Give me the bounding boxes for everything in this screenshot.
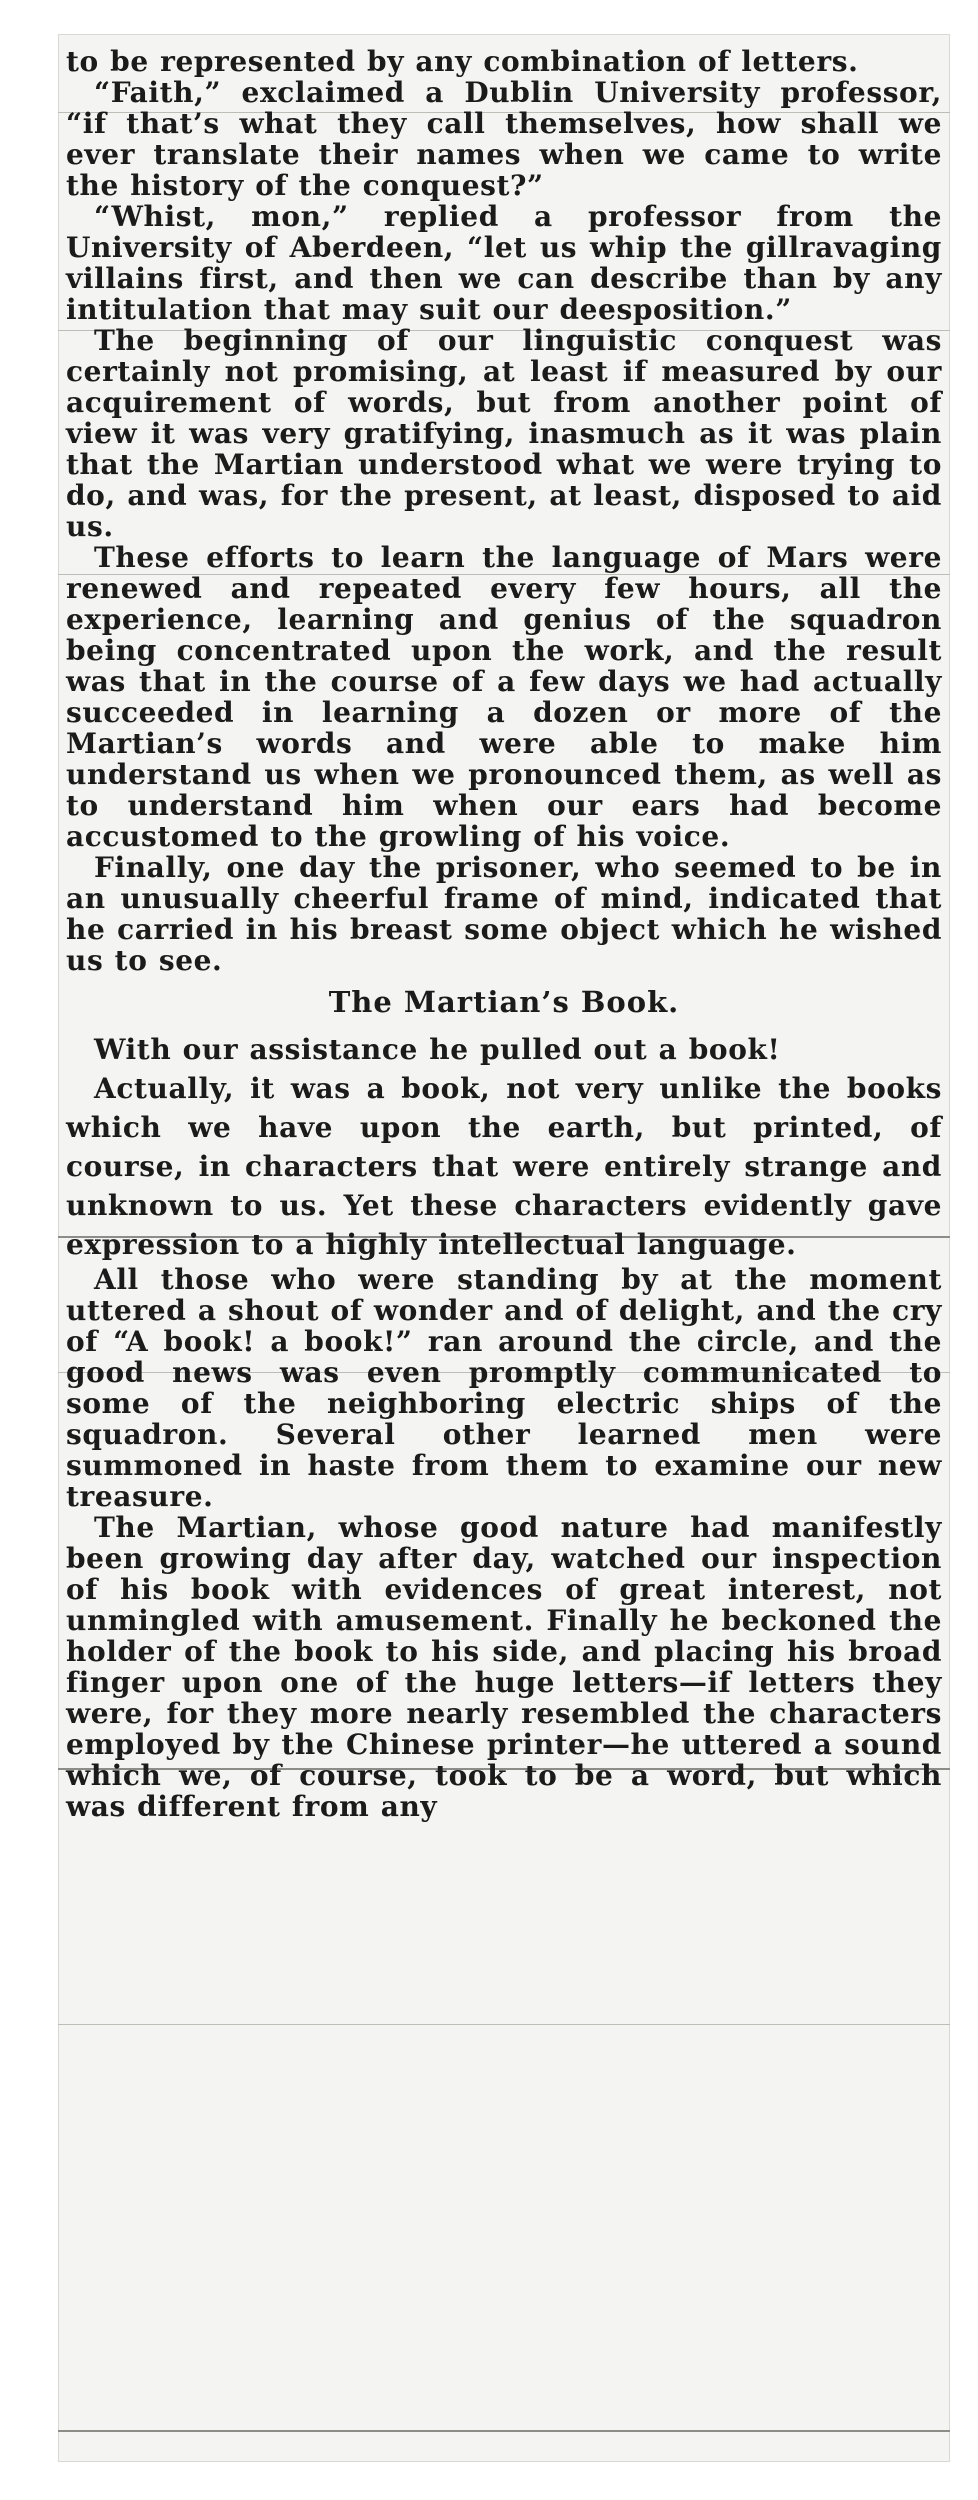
paragraph: With our assistance he pulled out a book!	[94, 1033, 781, 1066]
article-column	[66, 46, 942, 1822]
paragraph: These efforts to learn the language of Mars were renewed and repeated every few hours, all the experience, learning and genius of the squadron being concentrated upon the work, and the result was that in the course of a few days we had actually succeeded in learning a dozen or more of the Martian’s words and were able to make him understand us when we pronounced them, as well as to understand him when our ears had become accustomed to the growling of his voice.	[66, 541, 942, 853]
paragraph: “Faith,” exclaimed a Dublin University professor, “if that’s what they call themselves, how shall we ever translate their names when we came to write the history of the conquest?”	[66, 76, 942, 202]
paragraph: to be represented by any combination of letters.	[66, 45, 859, 78]
paragraph: All those who were standing by at the moment uttered a shout of wonder and of delight, and the cry of “A book! a book!” ran around the circle, and the good news was even promptly communicated to some of the neighboring electric ships of the squadron. Several other learned men were summoned in haste from them to examine our new treasure.	[66, 1263, 942, 1513]
paragraph: “Whist, mon,” replied a professor from the University of Aberdeen, “let us whip the gillravaging villains first, and then we can describe than by any intitulation that may suit our deesposition.”	[66, 200, 942, 326]
newspaper-clipping	[58, 34, 950, 2462]
scan-rule	[58, 2024, 950, 2025]
section-subhead: The Martian’s Book.	[328, 985, 680, 1019]
paragraph: Finally, one day the prisoner, who seemed to be in an unusually cheerful frame of mind, indicated that he carried in his breast some object which he wished us to see.	[66, 851, 942, 977]
paragraph: The beginning of our linguistic conquest was certainly not promising, at least if measured by our acquirement of words, but from another point of view it was very gratifying, inasmuch as it was plain that the Martian understood what we were trying to do, and was, for the present, at least, disposed to aid us.	[66, 324, 942, 543]
scan-rule	[58, 2430, 950, 2432]
paragraph: The Martian, whose good nature had manifestly been growing day after day, watched our inspection of his book with evidences of great interest, not unmingled with amusement. Finally he beckoned the holder of the book to his side, and placing his broad finger upon one of the huge letters—if letters they were, for they more nearly resembled the characters employed by the Chinese printer—he uttered a sound which we, of course, took to be a word, but which was different from any	[66, 1511, 942, 1823]
paragraph: Actually, it was a book, not very unlike the books which we have upon the earth, but printed, of course, in characters that were entirely strange and unknown to us. Yet these characters evidently gave expression to a highly intellectual language.	[66, 1072, 942, 1261]
